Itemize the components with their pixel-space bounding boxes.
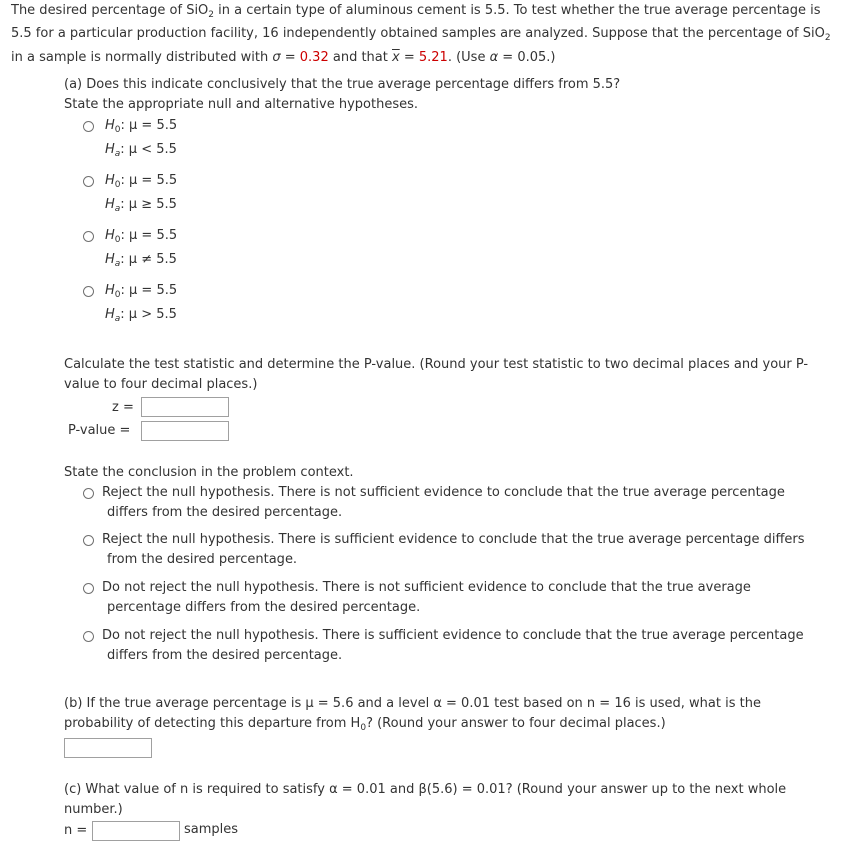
subscript: 0 <box>114 235 121 245</box>
ha-line <box>105 305 177 325</box>
h-label: H <box>105 228 115 243</box>
part-b-line-2 <box>64 714 666 734</box>
part-a-question: (a) Does this indicate conclusively that the true average percentage differs from 5.5? <box>64 77 621 92</box>
h-label: H <box>105 197 115 212</box>
radio-button[interactable] <box>83 583 94 594</box>
option-text: from the desired percentage. <box>107 552 298 567</box>
option-text: Do not reject the null hypothesis. There is sufficient evidence to conclude that the true average percentage <box>102 628 804 643</box>
intro-text: 5.5 for a particular production facility, 16 independently obtained samples are analyzed. Suppose that the percentage of SiO <box>11 26 825 41</box>
intro-line-2 <box>11 24 831 44</box>
ha-text: : μ ≥ 5.5 <box>120 197 177 212</box>
option-text: percentage differs from the desired percentage. <box>107 600 421 615</box>
h0-text: : μ = 5.5 <box>120 173 178 188</box>
n-input[interactable] <box>92 821 180 841</box>
subscript: 0 <box>114 290 121 300</box>
subscript: a <box>114 204 121 214</box>
subscript: a <box>114 314 121 324</box>
subscript: a <box>114 149 121 159</box>
part-b-answer-input[interactable] <box>64 738 152 758</box>
radio-button[interactable] <box>83 488 94 499</box>
h0-text: : μ = 5.5 <box>120 283 178 298</box>
h-label: H <box>105 283 115 298</box>
ha-text: : μ > 5.5 <box>120 307 177 322</box>
subscript: 2 <box>208 10 215 20</box>
radio-button[interactable] <box>83 121 94 132</box>
conclusion-prompt: State the conclusion in the problem context. <box>64 465 354 480</box>
intro-line-1 <box>11 1 821 21</box>
option-text: differs from the desired percentage. <box>107 648 343 663</box>
part-b-text: ? (Round your answer to four decimal places.) <box>366 716 666 731</box>
ha-text: : μ ≠ 5.5 <box>120 252 177 267</box>
h0-line <box>105 171 177 191</box>
p-value-label: P-value = <box>68 423 131 438</box>
radio-button[interactable] <box>83 176 94 187</box>
subscript: 0 <box>114 180 121 190</box>
intro-text: The desired percentage of SiO <box>11 3 209 18</box>
xbar-value: 5.21 <box>418 50 448 65</box>
h-label: H <box>105 118 115 133</box>
option-text: Do not reject the null hypothesis. There is not sufficient evidence to conclude that the true average <box>102 580 751 595</box>
p-value-input[interactable] <box>141 421 229 441</box>
sigma-symbol: σ <box>272 50 281 65</box>
h0-line <box>105 226 177 246</box>
intro-line-3 <box>11 48 555 68</box>
option-text: Reject the null hypothesis. There is not sufficient evidence to conclude that the true average percentage <box>102 485 785 500</box>
h-label: H <box>105 307 115 322</box>
radio-button[interactable] <box>83 631 94 642</box>
intro-text: in a sample is normally distributed with <box>11 50 273 65</box>
part-b-line-1: (b) If the true average percentage is μ = 5.6 and a level α = 0.01 test based on n = 16 is used, what is the <box>64 696 761 711</box>
intro-text: in a certain type of aluminous cement is 5.5. To test whether the true average percentage is <box>214 3 821 18</box>
intro-text: and that <box>328 50 392 65</box>
alpha-symbol: α <box>489 50 499 65</box>
z-input[interactable] <box>141 397 229 417</box>
subscript: 0 <box>114 125 121 135</box>
z-label: z = <box>112 400 134 415</box>
radio-button[interactable] <box>83 286 94 297</box>
sigma-value: 0.32 <box>299 50 329 65</box>
part-c-line-2: number.) <box>64 802 123 817</box>
xbar-symbol: $\overline{x}$ <box>392 50 400 65</box>
ha-line <box>105 250 177 270</box>
subscript: a <box>114 259 121 269</box>
intro-text: . (Use <box>447 50 490 65</box>
subscript: 2 <box>824 33 831 43</box>
ha-line <box>105 140 177 160</box>
intro-text: = 0.05.) <box>498 50 556 65</box>
h-label: H <box>105 142 115 157</box>
ha-text: : μ < 5.5 <box>120 142 177 157</box>
subscript: 0 <box>360 723 367 733</box>
h-label: H <box>105 173 115 188</box>
part-a-instruction: State the appropriate null and alternative hypotheses. <box>64 97 418 112</box>
option-text: Reject the null hypothesis. There is sufficient evidence to conclude that the true average percentage differs <box>102 532 805 547</box>
part-b-text: probability of detecting this departure from H <box>64 716 361 731</box>
radio-button[interactable] <box>83 231 94 242</box>
calc-prompt-line-2: value to four decimal places.) <box>64 377 258 392</box>
h-label: H <box>105 252 115 267</box>
h0-text: : μ = 5.5 <box>120 118 178 133</box>
part-c-line-1: (c) What value of n is required to satisfy α = 0.01 and β(5.6) = 0.01? (Round your answer up to the next whole <box>64 782 787 797</box>
h0-line <box>105 116 177 136</box>
ha-line <box>105 195 177 215</box>
option-text: differs from the desired percentage. <box>107 505 343 520</box>
intro-text: = <box>399 50 419 65</box>
h0-line <box>105 281 177 301</box>
samples-unit: samples <box>184 822 239 837</box>
calc-prompt-line-1: Calculate the test statistic and determine the P-value. (Round your test statistic to two decimal places and your P- <box>64 357 809 372</box>
h0-text: : μ = 5.5 <box>120 228 178 243</box>
n-label: n = <box>64 823 88 838</box>
intro-text: = <box>280 50 300 65</box>
radio-button[interactable] <box>83 535 94 546</box>
